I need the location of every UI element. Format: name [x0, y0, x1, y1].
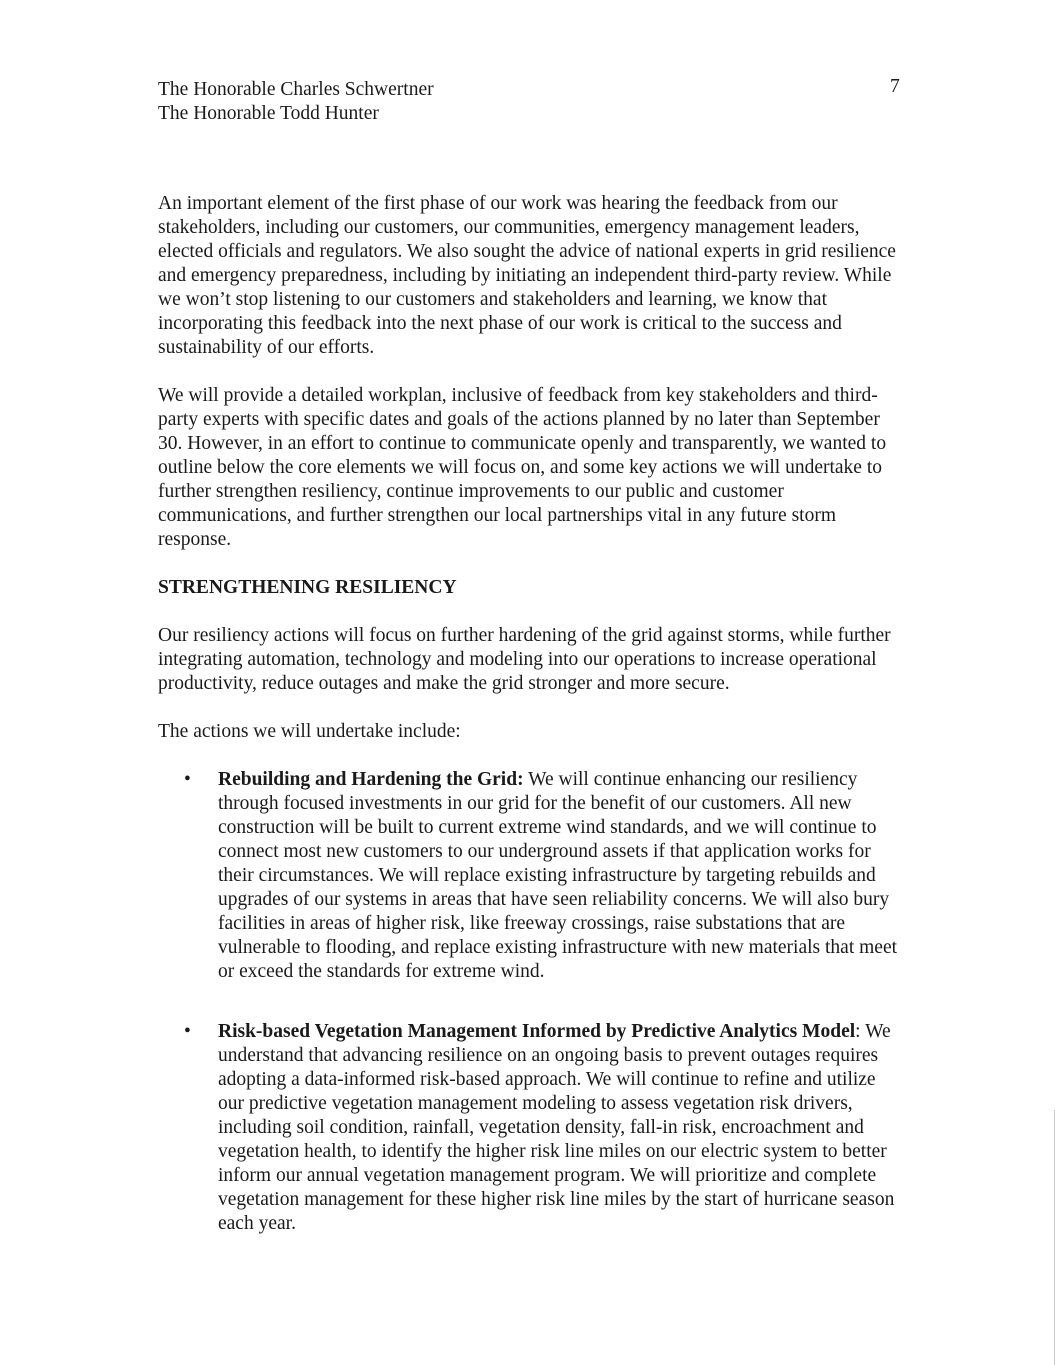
- letter-header: [158, 78, 908, 126]
- bullet-text: We will continue enhancing our resiliency through focused investments in our grid for the benefit of our customers. All new construction will be built to current extreme wind standards, and we will continue to connect most new customers to our underground assets if that application works for their circumstances. We will replace existing infrastructure by targeting rebuilds and upgrades of our systems in areas that have seen reliability concerns. We will also bury facilities in areas of higher risk, like freeway crossings, raise substations that are vulnerable to flooding, and replace existing infrastructure with new materials that meet or exceed the standards for extreme wind.: [218, 769, 898, 982]
- recipient-line-2: The Honorable Todd Hunter: [158, 103, 379, 124]
- bullet-text: : We understand that advancing resilience on an ongoing basis to prevent outages requires adopting a data-informed risk-based approach. We will continue to refine and utilize our predictive vegetation management modeling to assess vegetation risk drivers, including soil condition, rainfall, vegetation density, fall-in risk, encroachment and vegetation health, to identify the higher risk line miles on our electric system to better inform our annual vegetation management program. We will prioritize and complete vegetation management for these higher risk line miles by the start of hurricane season each year.: [218, 1021, 895, 1234]
- bullet-icon: •: [184, 1021, 191, 1042]
- actions-list: [158, 768, 906, 1236]
- page-number: 7: [890, 76, 900, 97]
- recipient-line-1: The Honorable Charles Schwertner: [158, 79, 434, 100]
- list-item: [158, 1020, 906, 1236]
- bullet-icon: •: [184, 769, 191, 790]
- paragraph-feedback: An important element of the first phase of our work was hearing the feedback from our stakeholders, including our customers, our communities, emergency management leaders, elected officials and regulators. We also sought the advice of national experts in grid resilience and emergency preparedness, including by initiating an independent third-party review. While we won’t stop listening to our customers and stakeholders and learning, we know that incorporating this feedback into the next phase of our work is critical to the success and sustainability of our efforts.: [158, 193, 896, 358]
- bullet-title: Rebuilding and Hardening the Grid:: [218, 769, 524, 790]
- section-lead-in: The actions we will undertake include:: [158, 721, 461, 742]
- letter-body: [158, 192, 906, 1272]
- bullet-title: Risk-based Vegetation Management Informed by Predictive Analytics Model: [218, 1021, 856, 1042]
- paragraph-workplan: We will provide a detailed workplan, inclusive of feedback from key stakeholders and third-party experts with specific dates and goals of the actions planned by no later than September 30. However, in an effort to continue to communicate openly and transparently, we wanted to outline below the core elements we will focus on, and some key actions we will undertake to further strengthen resiliency, continue improvements to our public and customer communications, and further strengthen our local partnerships vital in any future storm response.: [158, 385, 887, 550]
- section-intro: Our resiliency actions will focus on further hardening of the grid against storms, while further integrating automation, technology and modeling into our operations to increase operational productivity, reduce outages and make the grid stronger and more secure.: [158, 625, 891, 694]
- list-item: [158, 768, 906, 984]
- section-heading: STRENGTHENING RESILIENCY: [158, 577, 457, 598]
